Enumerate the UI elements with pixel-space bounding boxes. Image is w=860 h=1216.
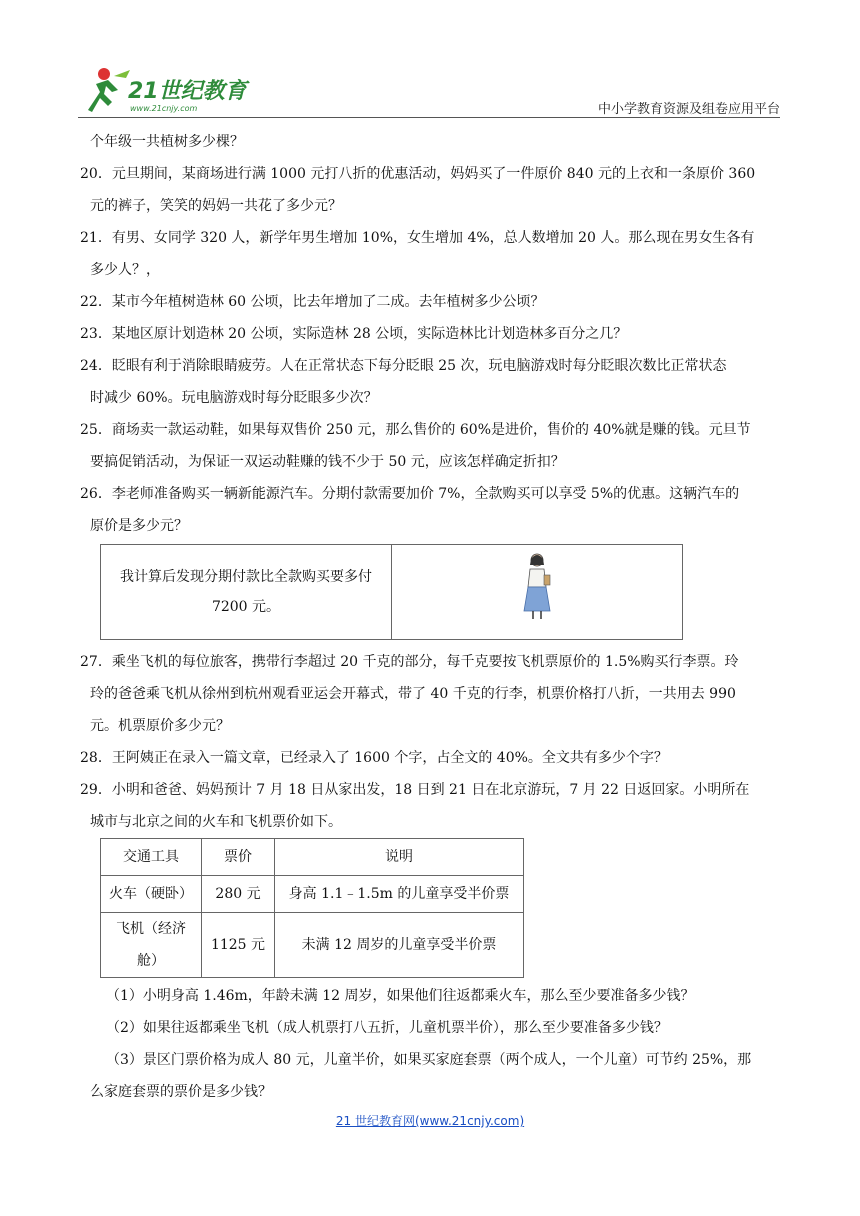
teacher-illustration — [520, 551, 554, 621]
q25-line1: 25．商场卖一款运动鞋，如果每双售价 250 元，那么售价的 60%是进价，售价的 40%就是赚的钱。元旦节 — [80, 422, 751, 438]
footer-link[interactable]: 21 世纪教育网(www.21cnjy.com) — [335, 1114, 525, 1128]
page-header — [78, 62, 780, 116]
q20-line2: 元的裤子，笑笑的妈妈一共花了多少元？ — [90, 198, 342, 214]
q26-line1: 26．李老师准备购买一辆新能源汽车。分期付款需要加价 7%，全款购买可以享受 5%的优惠。这辆汽车的 — [80, 486, 740, 502]
q29-sub1: （1）小明身高 1.46m，年龄未满 12 周岁，如果他们往返都乘火车，那么至少要准备多少钱？ — [106, 988, 695, 1004]
fare-cell: 飞机（经济舱） — [101, 913, 202, 978]
fare-cell: 身高 1.1﹣1.5m 的儿童享受半价票 — [275, 876, 524, 913]
q29-line2: 城市与北京之间的火车和飞机票价如下。 — [90, 814, 342, 830]
q27-line2: 玲的爸爸乘飞机从徐州到杭州观看亚运会开幕式，带了 40 千克的行李，机票价格打八折，一共用去 990 — [90, 686, 736, 702]
q24-line2: 时减少 60%。玩电脑游戏时每分眨眼多少次？ — [90, 390, 378, 406]
q22: 22．某市今年植树造林 60 公顷，比去年增加了二成。去年植树多少公顷？ — [80, 294, 545, 310]
logo-url-text: www.21cnjy.com — [130, 104, 198, 113]
fare-cell: 280 元 — [202, 876, 275, 913]
fare-table-row — [101, 913, 524, 978]
header-platform-text: 中小学教育资源及组卷应用平台 — [597, 102, 780, 117]
fare-table-header — [101, 839, 524, 876]
fare-table-row — [101, 876, 524, 913]
q21-line2: 多少人？， — [90, 262, 160, 278]
logo-main-text: 21世纪教育 — [128, 79, 247, 104]
q26-teacher-cell — [392, 545, 683, 640]
header-divider — [78, 117, 780, 118]
fare-header-cell: 票价 — [202, 839, 275, 876]
question-list — [80, 126, 780, 1108]
q25-line2: 要搞促销活动，为保证一双运动鞋赚的钱不少于 50 元，应该怎样确定折扣？ — [90, 454, 565, 470]
q24-line1: 24．眨眼有利于消除眼睛疲劳。人在正常状态下每分眨眼 25 次，玩电脑游戏时每分眨眼次数比正常状态 — [80, 358, 727, 374]
fare-header-cell: 交通工具 — [101, 839, 202, 876]
logo — [78, 62, 258, 116]
q23: 23．某地区原计划造林 20 公顷，实际造林 28 公顷，实际造林比计划造林多百分之几？ — [80, 326, 628, 342]
runner-icon — [88, 68, 130, 112]
q26-speech-cell — [101, 545, 392, 640]
q27-line1: 27．乘坐飞机的每位旅客，携带行李超过 20 千克的部分，每千克要按飞机票原价的 1.5%购买行李票。玲 — [80, 654, 739, 670]
q21-line1: 21．有男、女同学 320 人，新学年男生增加 10%，女生增加 4%，总人数增加 20 人。那么现在男女生各有 — [80, 230, 755, 246]
fare-cell: 火车（硬卧） — [101, 876, 202, 913]
q27-line3: 元。机票原价多少元？ — [90, 718, 230, 734]
q29-sub3-line1: （3）景区门票价格为成人 80 元，儿童半价，如果买家庭套票（两个成人，一个儿童）可节约 25%，那 — [106, 1052, 752, 1068]
q26-speech-line2: 7200 元。 — [211, 599, 281, 615]
q29-line1: 29．小明和爸爸、妈妈预计 7 月 18 日从家出发，18 日到 21 日在北京游玩，7 月 22 日返回家。小明所在 — [80, 782, 750, 798]
q26-speech-line1: 我计算后发现分期付款比全款购买要多付 — [120, 569, 372, 585]
q26-speech-table — [100, 544, 683, 640]
q29-sub2: （2）如果往返都乘坐飞机（成人机票打八五折，儿童机票半价），那么至少要准备多少钱？ — [106, 1020, 668, 1036]
fare-header-cell: 说明 — [275, 839, 524, 876]
q20-line1: 20．元旦期间，某商场进行满 1000 元打八折的优惠活动，妈妈买了一件原价 840 元的上衣和一条原价 360 — [80, 166, 756, 182]
q26-line2: 原价是多少元？ — [90, 518, 188, 534]
fare-cell: 未满 12 周岁的儿童享受半价票 — [275, 913, 524, 978]
q28: 28．王阿姨正在录入一篇文章，已经录入了 1600 个字，占全文的 40%。全文共有多少个字？ — [80, 750, 668, 766]
q29-sub3-line2: 么家庭套票的票价是多少钱？ — [90, 1084, 272, 1100]
q19-tail: 个年级一共植树多少棵？ — [90, 134, 244, 150]
fare-cell: 1125 元 — [202, 913, 275, 978]
fare-table — [100, 838, 524, 978]
